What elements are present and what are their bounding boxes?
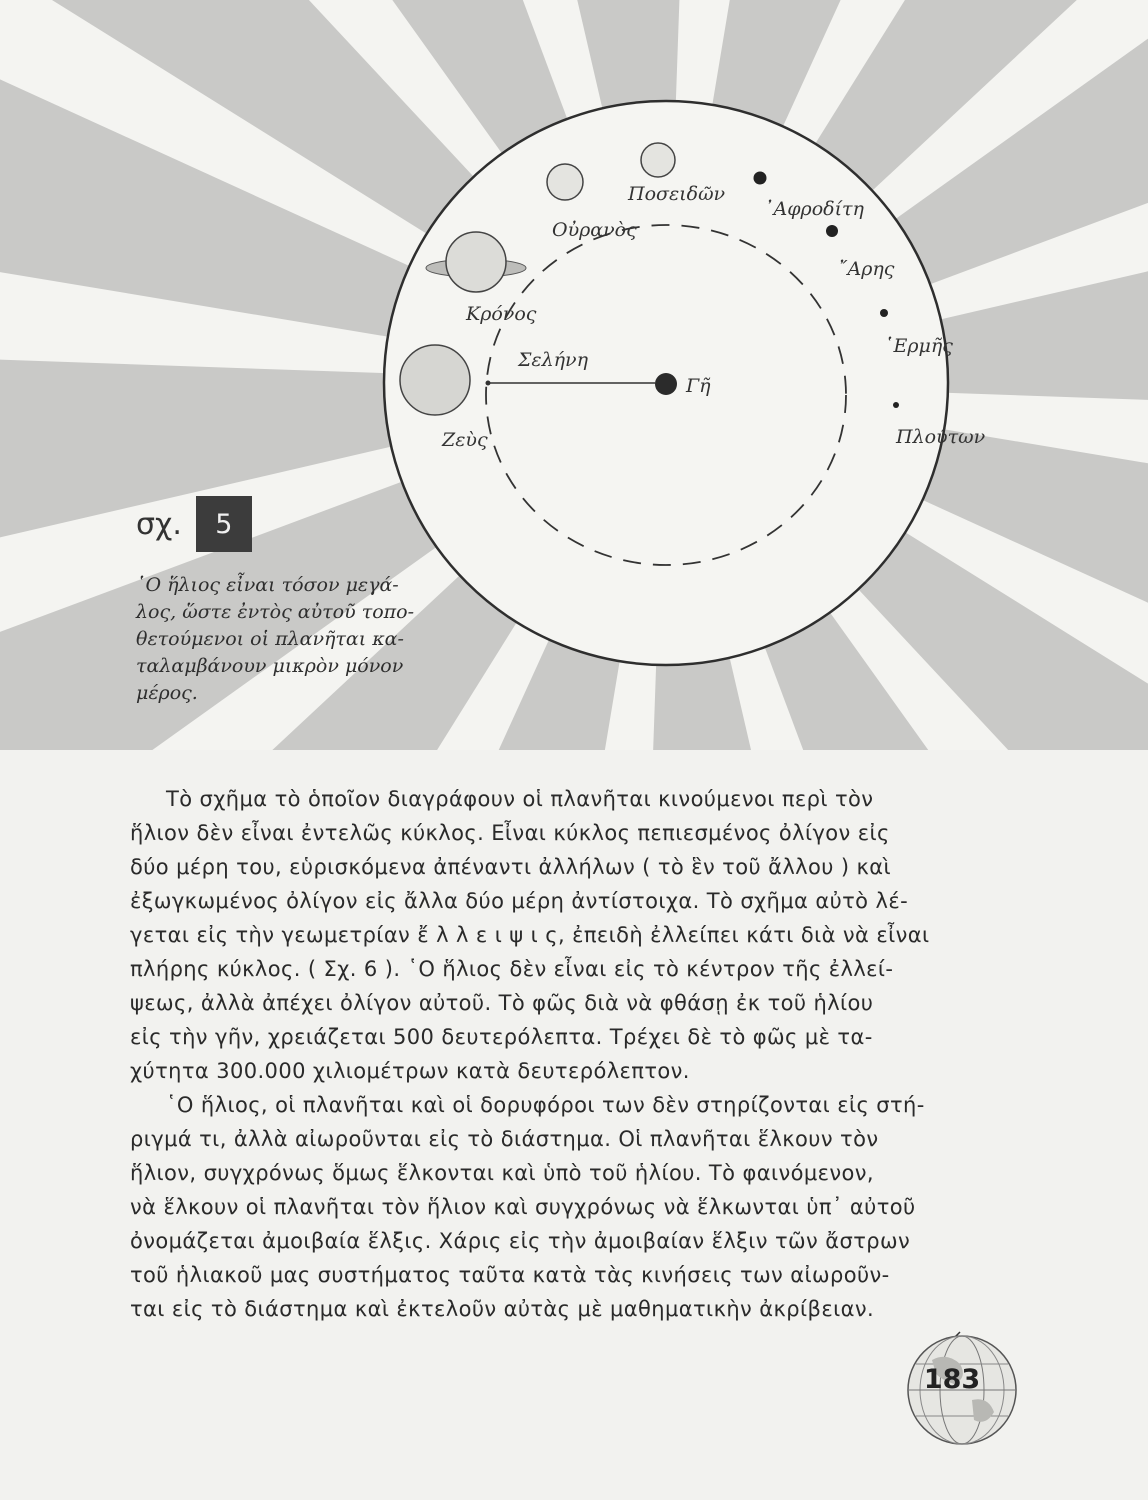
mars-planet [826, 225, 838, 237]
paragraph-line: ται εἰς τὸ διάστημα καὶ ἐκτελοῦν αὐτὰς μὲ μαθηματικὴν ἀκρίβειαν. [130, 1297, 875, 1321]
paragraph-line: Τὸ σχῆμα τὸ ὁποῖον διαγράφουν οἱ πλανῆται κινούμενοι περὶ τὸν [166, 787, 874, 811]
paragraph-line: ψεως, ἀλλὰ ἀπέχει ὀλίγον αὐτοῦ. Τὸ φῶς διὰ νὰ φθάσῃ ἐκ τοῦ ἡλίου [130, 991, 874, 1015]
jupiter-planet [400, 345, 470, 415]
paragraph-line: δύο μέρη του, εὑρισκόμενα ἀπέναντι ἀλλήλων ( τὸ ἓν τοῦ ἄλλου ) καὶ [130, 855, 892, 879]
label-aphrodite: ᾿Αφροδίτη [764, 198, 864, 220]
paragraph-line: νὰ ἕλκουν οἱ πλανῆται τὸν ἥλιον καὶ συγχρόνως νὰ ἕλκωνται ὑπ᾿ αὐτοῦ [130, 1195, 916, 1219]
caption-line: λος, ὥστε ἐντὸς αὐτοῦ τοπο- [136, 601, 415, 623]
paragraph-line: ἥλιον δὲν εἶναι ἐντελῶς κύκλος. Εἶναι κύκλος πεπιεσμένος ὀλίγον εἰς [130, 821, 890, 845]
caption-line: θετούμενοι οἱ πλανῆται κα- [136, 628, 404, 650]
label-plouton: Πλούτων [896, 426, 986, 448]
moon-dot [486, 381, 491, 386]
paragraph-line: τοῦ ἡλιακοῦ μας συστήματος ταῦτα κατὰ τὰς κινήσεις των αἰωροῦν- [130, 1263, 890, 1287]
caption-line: ταλαμβάνουν μικρὸν μόνον [136, 655, 404, 677]
body-text [130, 782, 970, 1326]
saturn-planet [446, 232, 506, 292]
caption-line: μέρος. [136, 682, 198, 704]
paragraph-line: χύτητα 300.000 χιλιομέτρων κατὰ δευτερόλεπτον. [130, 1059, 690, 1083]
label-ares: ῎Αρης [838, 258, 895, 280]
neptune-planet [641, 143, 675, 177]
paragraph-line: ἐξωγκωμένος ὀλίγον εἰς ἄλλα δύο μέρη ἀντίστοιχα. Τὸ σχῆμα αὐτὸ λέ- [130, 889, 909, 913]
figure-label [136, 496, 252, 552]
label-poseidon: Ποσειδῶν [628, 183, 726, 205]
figure-prefix: σχ. [136, 506, 182, 542]
pluto-planet [893, 402, 899, 408]
figure-number-badge: 5 [196, 496, 252, 552]
venus-planet [754, 172, 767, 185]
label-ge: Γῆ [686, 375, 711, 397]
label-hermes: ῾Ερμῆς [884, 335, 953, 357]
label-zeus: Ζεὺς [442, 429, 488, 451]
paragraph-line: ῾Ο ἥλιος, οἱ πλανῆται καὶ οἱ δορυφόροι των δὲν στηρίζονται εἰς στή- [166, 1093, 925, 1117]
uranus-planet [547, 164, 583, 200]
page-number: 183 [923, 1364, 981, 1395]
paragraph-line: ριγμά τι, ἀλλὰ αἰωροῦνται εἰς τὸ διάστημα. Οἱ πλανῆται ἕλκουν τὸν [130, 1127, 879, 1151]
paragraph-line: εἰς τὴν γῆν, χρειάζεται 500 δευτερόλεπτα. Τρέχει δὲ τὸ φῶς μὲ τα- [130, 1025, 873, 1049]
caption-line: ῾Ο ἥλιος εἶναι τόσον μεγά- [136, 574, 399, 596]
paragraph-line: πλήρης κύκλος. ( Σχ. 6 ). ῾Ο ἥλιος δὲν εἶναι εἰς τὸ κέντρον τῆς ἐλλεί- [130, 957, 894, 981]
label-kronos: Κρόνος [466, 303, 537, 325]
paragraph-line: γεται εἰς τὴν γεωμετρίαν ἔ λ λ ε ι ψ ι ς, ἐπειδὴ ἐλλείπει κάτι διὰ νὰ εἶναι [130, 923, 930, 947]
mercury-planet [880, 309, 888, 317]
paragraph-line: ὀνομάζεται ἀμοιβαία ἕλξις. Χάρις εἰς τὴν ἀμοιβαίαν ἕλξιν τῶν ἄστρων [130, 1229, 911, 1253]
earth-planet [655, 373, 677, 395]
figure-caption [136, 572, 436, 707]
label-selene: Σελήνη [518, 349, 588, 371]
label-ouranos: Οὐρανὸς [552, 219, 637, 241]
paragraph-line: ἥλιον, συγχρόνως ὅμως ἕλκονται καὶ ὑπὸ τοῦ ἡλίου. Τὸ φαινόμενον, [130, 1161, 874, 1185]
